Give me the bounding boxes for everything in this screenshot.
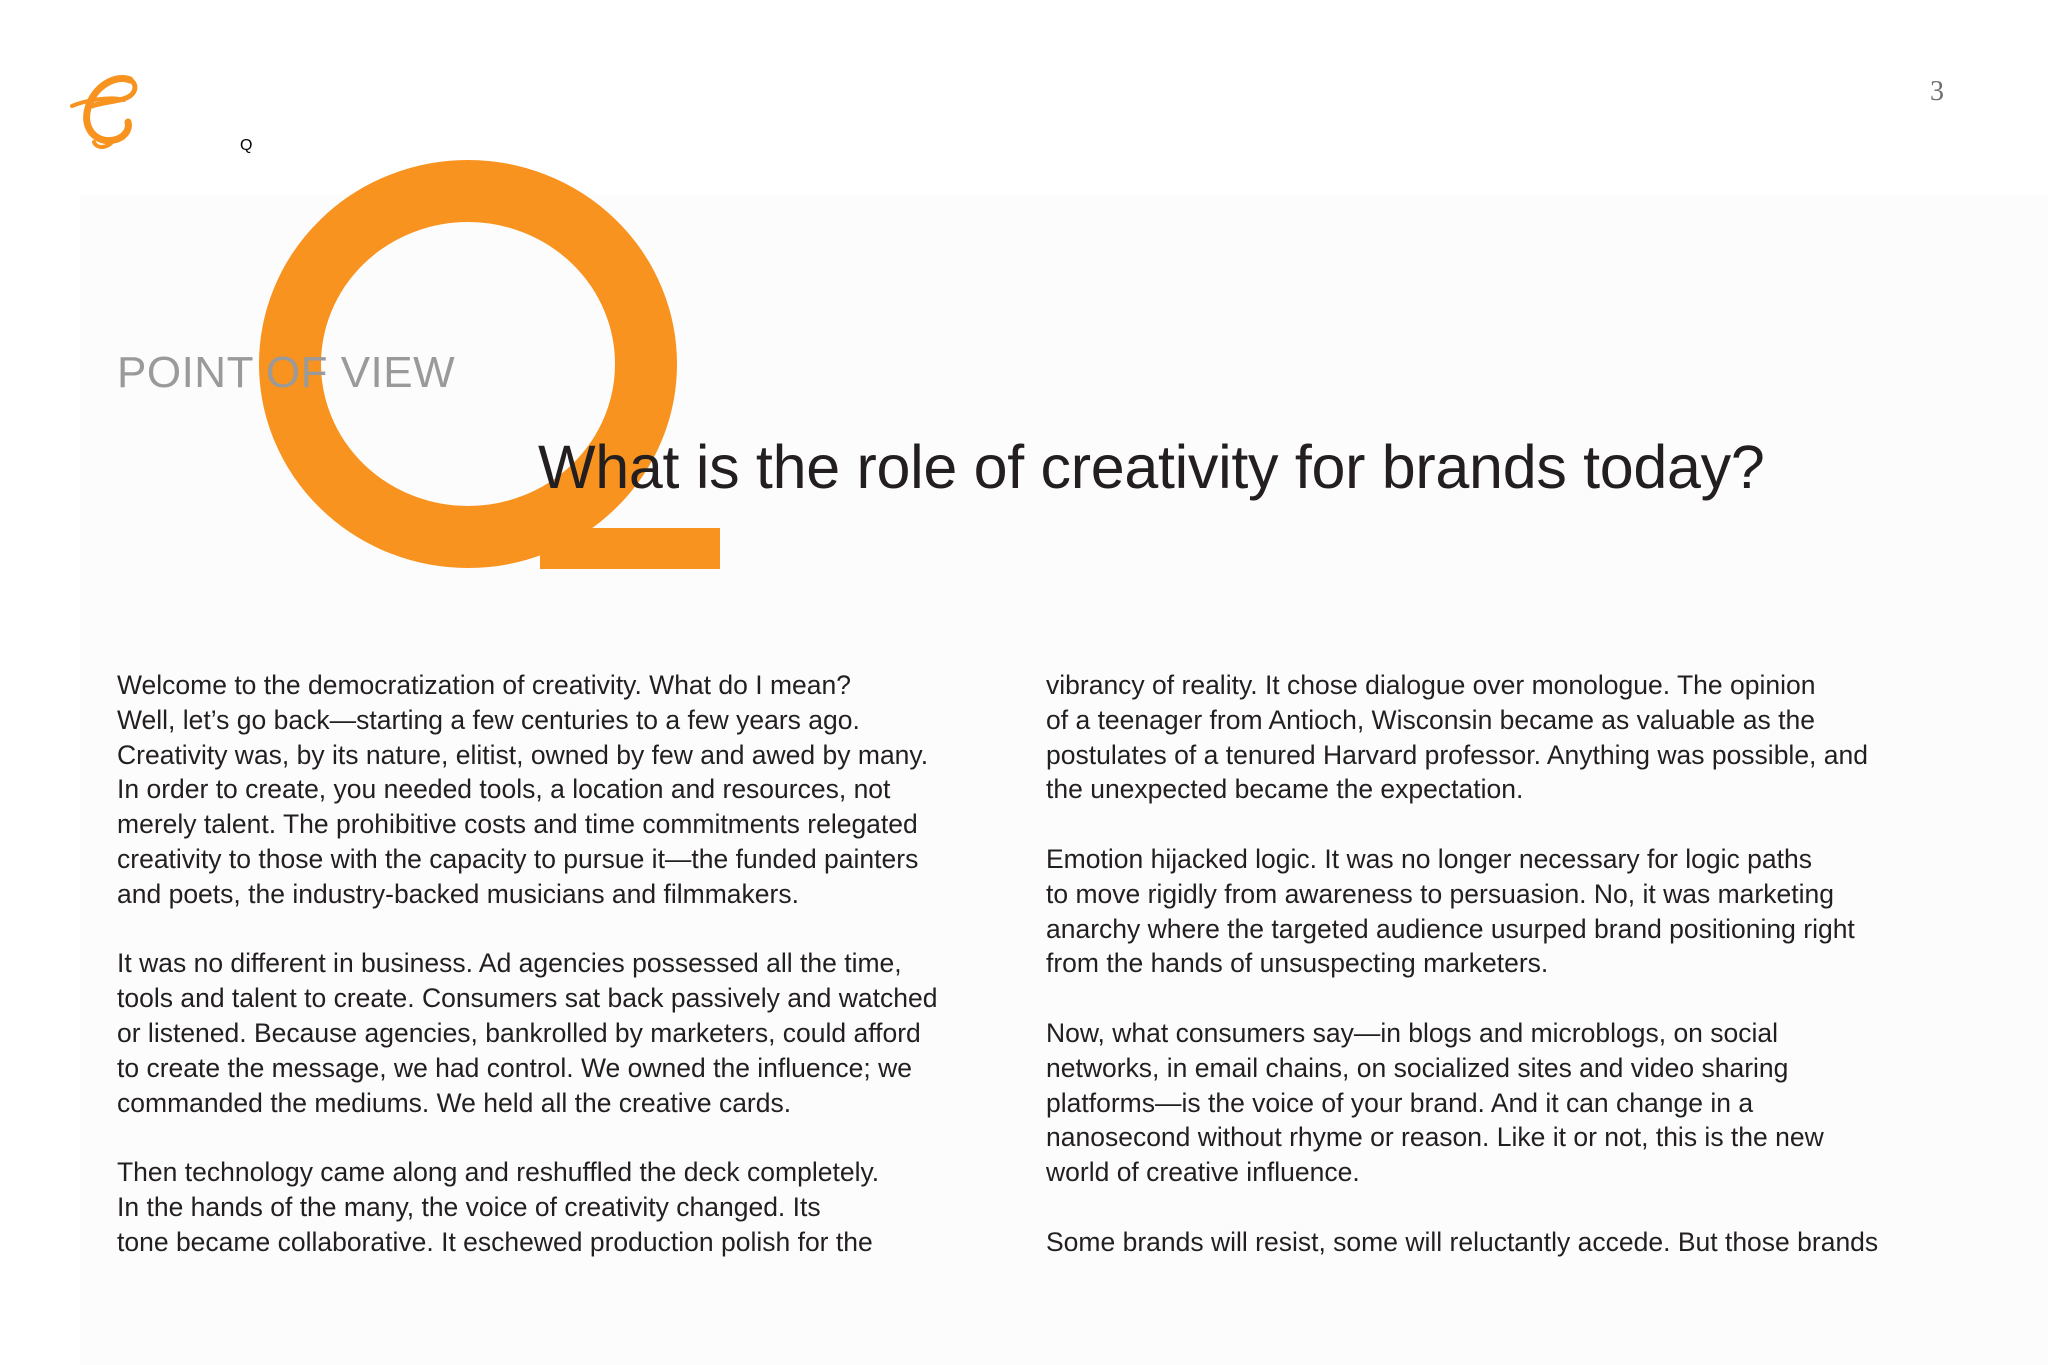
body-text-line: to create the message, we had control. We owned the influence; we [117,1052,912,1083]
body-paragraph [117,946,1007,1120]
body-text-line: In order to create, you needed tools, a location and resources, not [117,774,891,805]
body-column-left [117,668,1007,1260]
body-text-line: Now, what consumers say—in blogs and microblogs, on social [1046,1017,1779,1048]
body-paragraph [1046,842,1946,981]
page-number: 3 [1930,76,1944,107]
body-text-line: from the hands of unsuspecting marketers. [1046,948,1549,979]
paragraph-gap [1046,807,1946,842]
body-column-right [1046,668,1946,1260]
body-text-line: Welcome to the democratization of creativity. What do I mean? [117,670,851,700]
body-paragraph [117,1155,1007,1259]
body-text-line: Some brands will resist, some will reluctantly accede. But those brands [1046,1226,1879,1257]
body-text-line: commanded the mediums. We held all the creative cards. [117,1087,792,1118]
body-text-line: and poets, the industry-backed musicians and filmmakers. [117,878,799,909]
body-text-line: networks, in email chains, on socialized sites and video sharing [1046,1052,1789,1083]
body-paragraph [1046,1225,1946,1260]
body-text-line: or listened. Because agencies, bankrolled by marketers, could afford [117,1017,921,1048]
body-text-line: of a teenager from Antioch, Wisconsin became as valuable as the [1046,704,1815,735]
section-label: POINT OF VIEW [117,348,456,397]
body-text-line: anarchy where the targeted audience usurped brand positioning right [1046,913,1855,944]
body-text-line: In the hands of the many, the voice of creativity changed. Its [117,1191,821,1222]
paragraph-gap [117,912,1007,947]
body-text-line: tone became collaborative. It eschewed production polish for the [117,1226,873,1257]
body-text-line: nanosecond without rhyme or reason. Like it or not, this is the new [1046,1122,1824,1153]
paragraph-gap [1046,981,1946,1016]
body-text-line: the unexpected became the expectation. [1046,774,1524,805]
paragraph-gap [1046,1190,1946,1225]
body-text-line: platforms—is the voice of your brand. And it can change in a [1046,1087,1754,1118]
body-text-line: creativity to those with the capacity to pursue it—the funded painters [117,843,919,874]
body-text-line: world of creative influence. [1046,1157,1360,1188]
body-text-line: Emotion hijacked logic. It was no longer necessary for logic paths [1046,843,1812,874]
body-text-line: It was no different in business. Ad agencies possessed all the time, [117,948,902,979]
body-paragraph [1046,668,1946,807]
paragraph-gap [117,1120,1007,1155]
body-text-line: Well, let’s go back—starting a few centuries to a few years ago. [117,704,860,735]
body-text-line: vibrancy of reality. It chose dialogue over monologue. The opinion [1046,670,1816,700]
body-text-line: postulates of a tenured Harvard professor. Anything was possible, and [1046,739,1868,770]
big-q-letter: Q [240,137,253,154]
body-text-line: merely talent. The prohibitive costs and time commitments relegated [117,809,918,840]
body-text-line: Creativity was, by its nature, elitist, owned by few and awed by many. [117,739,929,770]
body-text-line: to move rigidly from awareness to persuasion. No, it was marketing [1046,878,1834,909]
body-paragraph [1046,1016,1946,1190]
page-headline: What is the role of creativity for brands today? [538,433,1765,501]
body-paragraph [117,668,1007,912]
script-c-logo-icon [66,66,154,154]
body-text-line: Then technology came along and reshuffled the deck completely. [117,1157,880,1188]
body-text-line: tools and talent to create. Consumers sat back passively and watched [117,983,938,1014]
